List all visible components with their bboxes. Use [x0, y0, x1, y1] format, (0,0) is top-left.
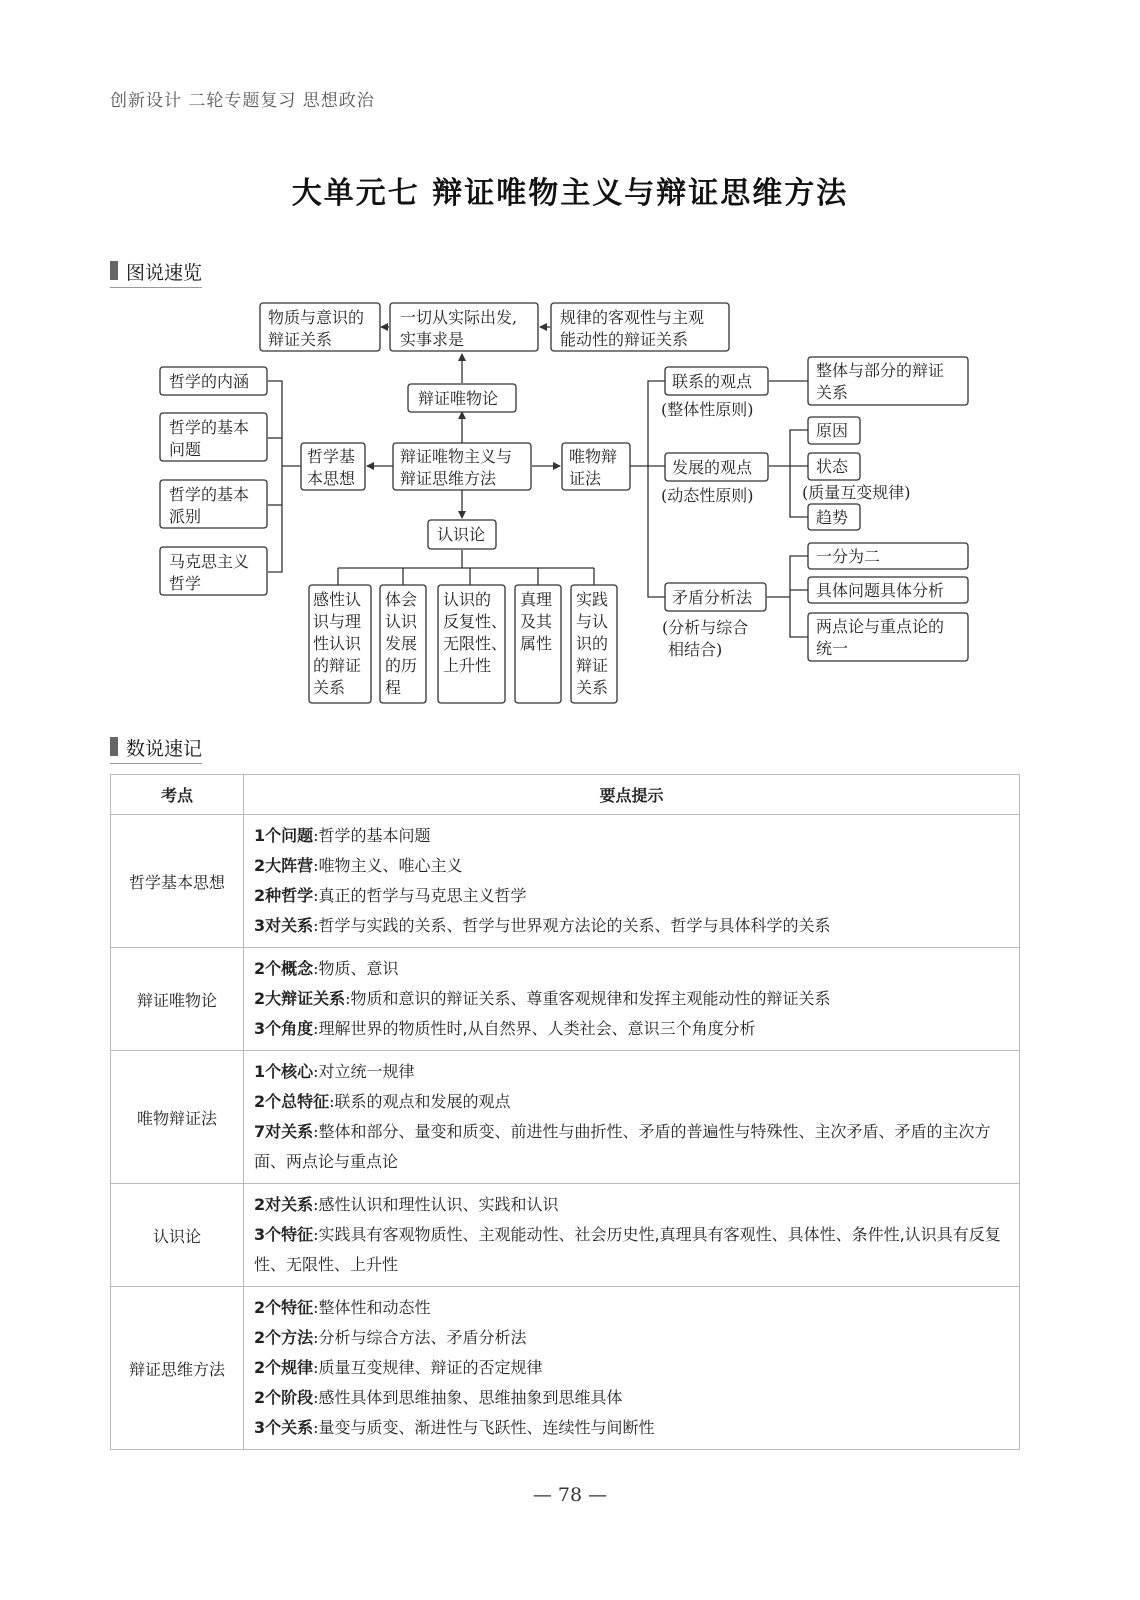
node-connection-view: [661, 367, 768, 419]
svg-text:(质量互变规律): (质量互变规律): [802, 483, 911, 502]
points-cell: [244, 1287, 1020, 1450]
svg-text:物质与意识的: 物质与意识的: [268, 308, 365, 327]
point-line: 2个方法:分析与综合方法、矛盾分析法: [254, 1328, 527, 1347]
svg-text:本思想: 本思想: [307, 469, 356, 488]
node-matter-consciousness: [260, 303, 380, 351]
node-state: [802, 453, 911, 502]
svg-text:(分析与综合: (分析与综合: [662, 618, 749, 637]
node-contradiction-analysis: [662, 583, 766, 659]
svg-text:矛盾分析法: 矛盾分析法: [672, 588, 753, 607]
table-row: [111, 1051, 1020, 1184]
svg-text:统一: 统一: [816, 639, 849, 658]
node-development-view: [661, 453, 768, 505]
points-cell: [244, 1051, 1020, 1184]
svg-text:及其: 及其: [520, 612, 553, 631]
svg-text:体会: 体会: [385, 590, 418, 609]
svg-text:上升性: 上升性: [443, 656, 492, 675]
svg-text:辩证唯物主义与: 辩证唯物主义与: [400, 447, 513, 466]
node-objective-laws: [551, 303, 729, 351]
svg-text:认识的: 认识的: [443, 590, 492, 609]
point-line: 3个关系:量变与质变、渐进性与飞跃性、连续性与间断性: [254, 1418, 655, 1437]
key-points-table: [110, 774, 1020, 1450]
column-header-points: 要点提示: [244, 775, 1020, 815]
point-line: 1个问题:哲学的基本问题: [254, 826, 431, 845]
node-epistemology-item: [571, 585, 617, 703]
node-epistemology-item: [515, 585, 561, 703]
svg-text:与认: 与认: [576, 612, 609, 631]
topic-cell: 唯物辩证法: [111, 1051, 244, 1184]
svg-text:属性: 属性: [520, 634, 553, 653]
table-row: [111, 948, 1020, 1051]
svg-text:哲学基: 哲学基: [307, 447, 356, 466]
topic-cell: 认识论: [111, 1184, 244, 1287]
point-line: 2大辩证关系:物质和意识的辩证关系、尊重客观规律和发挥主观能动性的辩证关系: [254, 989, 831, 1008]
svg-text:实事求是: 实事求是: [400, 330, 465, 349]
svg-text:联系的观点: 联系的观点: [672, 372, 753, 391]
node-center: [393, 443, 531, 490]
node-dialectics: [562, 443, 630, 490]
point-line: 2个总特征:联系的观点和发展的观点: [254, 1092, 511, 1111]
section-heading-table: 数说速记: [110, 734, 202, 764]
point-line: 2个规律:质量互变规律、辩证的否定规律: [254, 1358, 543, 1377]
svg-text:的辩证: 的辩证: [313, 656, 362, 675]
point-line: 2对关系:感性认识和理性认识、实践和认识: [254, 1195, 559, 1214]
point-line: 2大阵营:唯物主义、唯心主义: [254, 856, 463, 875]
svg-text:状态: 状态: [816, 457, 849, 476]
node-whole-part: [808, 357, 968, 405]
column-header-topic: 考点: [111, 775, 244, 815]
point-line: 3对关系:哲学与实践的关系、哲学与世界观方法论的关系、哲学与具体科学的关系: [254, 916, 831, 935]
node-epistemology: [428, 520, 496, 549]
node-cause: [808, 417, 860, 444]
svg-text:无限性、: 无限性、: [443, 634, 508, 653]
svg-text:哲学的基本: 哲学的基本: [169, 418, 250, 437]
svg-text:认识论: 认识论: [437, 525, 486, 544]
svg-text:哲学的基本: 哲学的基本: [169, 485, 250, 504]
svg-text:关系: 关系: [576, 678, 609, 697]
node-contradiction-item: [808, 543, 968, 569]
node-contradiction-item: [808, 613, 968, 661]
svg-text:识的: 识的: [576, 634, 609, 653]
svg-text:认识: 认识: [385, 612, 418, 631]
svg-text:一切从实际出发,: 一切从实际出发,: [400, 308, 518, 327]
node-philosophy-item: [160, 367, 267, 395]
svg-text:唯物辩: 唯物辩: [569, 447, 618, 466]
svg-text:感性认: 感性认: [313, 590, 362, 609]
point-line: 3个角度:理解世界的物质性时,从自然界、人类社会、意识三个角度分析: [254, 1019, 756, 1038]
topic-cell: 辩证思维方法: [111, 1287, 244, 1450]
topic-cell: 哲学基本思想: [111, 815, 244, 948]
svg-text:的历: 的历: [385, 656, 418, 675]
svg-text:真理: 真理: [520, 590, 553, 609]
node-epistemology-item: [380, 585, 426, 703]
svg-text:证法: 证法: [569, 469, 602, 488]
svg-text:识与理: 识与理: [313, 612, 362, 631]
svg-text:趋势: 趋势: [816, 508, 849, 527]
svg-text:辩证思维方法: 辩证思维方法: [400, 469, 497, 488]
page-number: — 78 —: [532, 1484, 608, 1506]
svg-text:(动态性原则): (动态性原则): [661, 486, 754, 505]
table-row: [111, 1184, 1020, 1287]
svg-text:一分为二: 一分为二: [816, 547, 881, 566]
node-epistemology-item: [438, 585, 507, 703]
svg-text:辩证关系: 辩证关系: [268, 330, 333, 349]
running-header: 创新设计 二轮专题复习 思想政治: [110, 91, 375, 111]
node-epistemology-item: [309, 585, 371, 703]
svg-text:实践: 实践: [576, 590, 609, 609]
point-line: 3个特征:实践具有客观物质性、主观能动性、社会历史性,真理具有客观性、具体性、条件性,认识具有反复性、无限性、上升性: [254, 1225, 1001, 1274]
svg-text:关系: 关系: [313, 678, 346, 697]
svg-text:问题: 问题: [169, 440, 202, 459]
svg-text:程: 程: [385, 678, 402, 697]
svg-text:具体问题具体分析: 具体问题具体分析: [816, 581, 945, 600]
svg-text:(整体性原则): (整体性原则): [661, 400, 754, 419]
node-dialectical-materialism: [408, 384, 516, 412]
svg-text:哲学的内涵: 哲学的内涵: [169, 372, 250, 391]
point-line: 2种哲学:真正的哲学与马克思主义哲学: [254, 886, 527, 905]
point-line: 2个阶段:感性具体到思维抽象、思维抽象到思维具体: [254, 1388, 623, 1407]
node-philosophy-item: [160, 547, 267, 595]
svg-text:辩证: 辩证: [576, 656, 609, 675]
svg-text:反复性、: 反复性、: [443, 612, 508, 631]
point-line: 2个特征:整体性和动态性: [254, 1298, 431, 1317]
svg-text:能动性的辩证关系: 能动性的辩证关系: [560, 330, 689, 349]
table-row: [111, 1287, 1020, 1450]
node-seek-truth-from-facts: [390, 303, 538, 351]
point-line: 1个核心:对立统一规律: [254, 1062, 415, 1081]
svg-text:哲学: 哲学: [169, 574, 202, 593]
points-cell: [244, 1184, 1020, 1287]
svg-text:发展的观点: 发展的观点: [672, 458, 753, 477]
svg-text:发展: 发展: [385, 634, 418, 653]
concept-map: [0, 290, 1140, 710]
svg-text:马克思主义: 马克思主义: [169, 552, 250, 571]
node-philosophy-item: [160, 413, 267, 461]
section-heading-diagram: 图说速览: [110, 258, 202, 288]
topic-cell: 辩证唯物论: [111, 948, 244, 1051]
svg-text:辩证唯物论: 辩证唯物论: [418, 389, 499, 408]
point-line: 2个概念:物质、意识: [254, 959, 399, 978]
point-line: 7对关系:整体和部分、量变和质变、前进性与曲折性、矛盾的普遍性与特殊性、主次矛盾、矛盾的主次方面、两点论与重点论: [254, 1122, 991, 1171]
node-trend: [808, 504, 860, 530]
node-philosophy-item: [160, 480, 267, 528]
node-contradiction-item: [808, 577, 968, 603]
svg-text:派别: 派别: [169, 507, 202, 526]
table-header-row: [111, 775, 1020, 815]
svg-text:性认识: 性认识: [313, 634, 362, 653]
page-title: 大单元七 辩证唯物主义与辩证思维方法: [291, 176, 849, 211]
points-cell: [244, 948, 1020, 1051]
points-cell: [244, 815, 1020, 948]
node-basic-thought: [301, 443, 365, 490]
svg-text:关系: 关系: [816, 383, 849, 402]
svg-text:原因: 原因: [816, 421, 849, 440]
svg-text:规律的客观性与主观: 规律的客观性与主观: [560, 308, 705, 327]
svg-text:两点论与重点论的: 两点论与重点论的: [816, 617, 945, 636]
svg-text:整体与部分的辩证: 整体与部分的辩证: [816, 361, 945, 380]
svg-text:相结合): 相结合): [668, 640, 723, 659]
table-row: [111, 815, 1020, 948]
